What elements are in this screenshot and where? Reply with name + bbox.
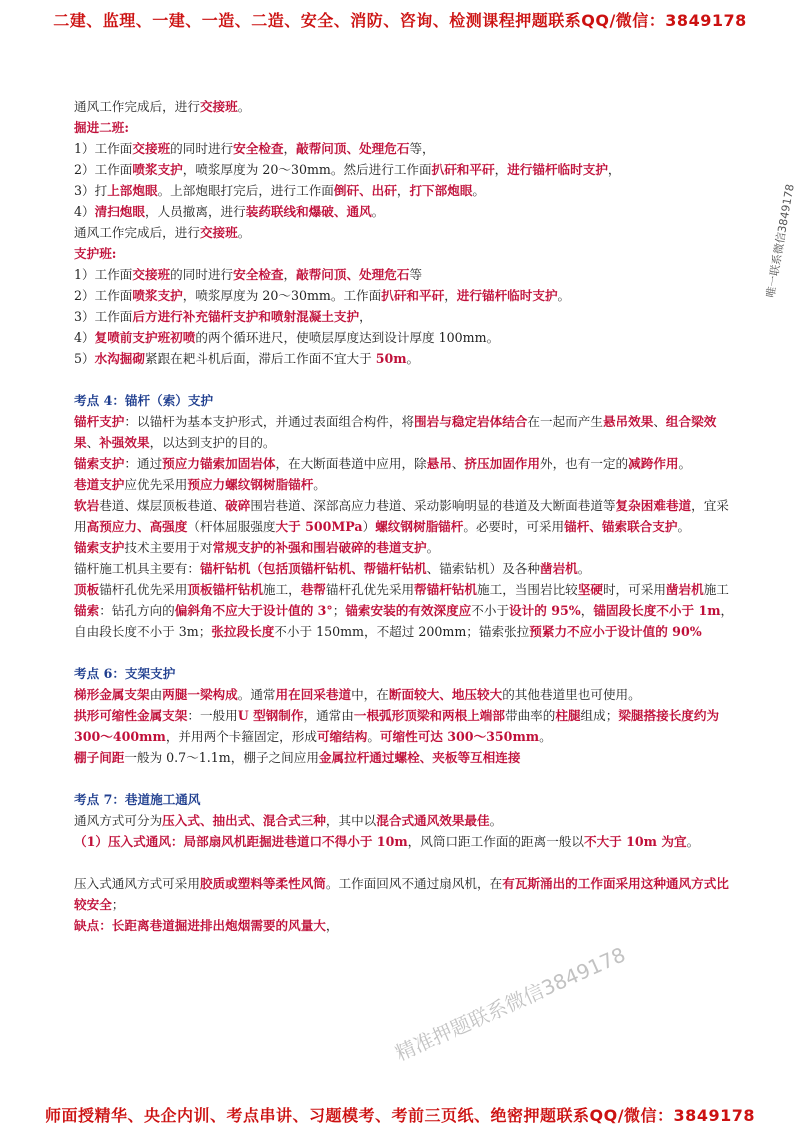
highlight-text: 悬吊效果 — [602, 414, 654, 429]
body-text: ，喷浆厚度为 20～30mm。工作面 — [182, 288, 382, 303]
highlight-text: 敲帮问顶、处理危石 — [296, 267, 410, 282]
side-watermark-text: 唯一联系微信3849178 — [763, 183, 797, 299]
highlight-text: 清扫炮眼 — [94, 204, 145, 219]
highlight-text: 压入式、抽出式、混合式三种 — [162, 813, 326, 828]
body-text: 的同时进行 — [170, 267, 234, 282]
highlight-text: 常规支护的补强和围岩破碎的巷道支护 — [212, 540, 427, 555]
highlight-text: U 型钢制作 — [237, 708, 304, 723]
body-text: 压入式通风方式可采用 — [74, 876, 200, 891]
body-text: ， — [396, 183, 410, 198]
text-line — [74, 663, 739, 684]
highlight-text: 交接班 — [132, 141, 171, 156]
body-text: 5） — [74, 351, 95, 366]
body-text: 4） — [74, 204, 95, 219]
highlight-text: 凿岩机 — [665, 582, 704, 597]
highlight-text: 大于 500MPa — [275, 519, 363, 534]
body-text: ：以锚杆为基本支护形式，并通过表面组合构件，将 — [124, 414, 415, 429]
body-text: 。工作面回风不通过扇风机，在 — [325, 876, 503, 891]
highlight-text: 锚杆钻机（包括顶锚杆钻机、帮锚杆钻机 — [199, 561, 427, 576]
body-text: 。 — [313, 477, 326, 492]
highlight-text: 金属拉杆通过螺栓、夹板等互相连接 — [318, 750, 521, 765]
highlight-text: 组合梁效果 — [74, 414, 717, 450]
highlight-text: 顶板锚杆钻机 — [187, 582, 263, 597]
body-text: ：一般用 — [187, 708, 238, 723]
highlight-text: 坚硬 — [577, 582, 603, 597]
diagonal-watermark — [390, 942, 629, 1066]
highlight-text: 柱腿 — [555, 708, 581, 723]
highlight-text: 胶质或塑料等柔性风筒 — [199, 876, 326, 891]
paragraph-gap — [74, 852, 739, 873]
body-text: ，并用两个卡箍固定，形成 — [165, 729, 317, 744]
text-line — [74, 348, 739, 369]
highlight-text: 断面较大、地压较大 — [388, 687, 503, 702]
body-text: ， — [283, 267, 297, 282]
body-text: 。上部炮眼打完后，进行工作面 — [157, 183, 334, 198]
body-text: 、 — [86, 435, 100, 450]
text-line — [74, 558, 739, 579]
body-text: ， — [283, 141, 297, 156]
text-line — [74, 264, 739, 285]
body-text: 紧跟在耙斗机后面，滞后工作面不宜大于 — [144, 351, 376, 366]
highlight-text: 可缩性可达 300～350mm — [379, 729, 540, 744]
highlight-text: 锚索支护 — [74, 540, 125, 555]
highlight-text: 不大于 10m 为宜 — [583, 834, 687, 849]
highlight-text: 梯形金属支架 — [74, 687, 150, 702]
body-text: 、 — [451, 456, 465, 471]
body-text: 施工，当围岩比较 — [477, 582, 578, 597]
body-text: 在一起而产生 — [527, 414, 603, 429]
highlight-text: 棚子间距 — [74, 750, 125, 765]
highlight-text: 可缩结构 — [316, 729, 368, 744]
highlight-text: 交接班 — [132, 267, 171, 282]
body-text: 、锚索钻机）及各种 — [426, 561, 540, 576]
body-text: 的同时进行 — [170, 141, 234, 156]
body-text: 锚杆施工机具主要有： — [74, 561, 200, 576]
text-line — [74, 138, 739, 159]
highlight-text: 一根弧形顶梁和两根上端部 — [353, 708, 505, 723]
highlight-text: 交接班 — [199, 225, 238, 240]
text-line — [74, 831, 739, 852]
body-text: ， — [494, 162, 508, 177]
body-text: 。 — [686, 834, 700, 849]
section-heading: 考点 7：巷道施工通风 — [74, 792, 201, 807]
body-text: 应优先采用 — [124, 477, 188, 492]
highlight-text: 拱形可缩性金属支架 — [74, 708, 188, 723]
body-text: ，喷浆厚度为 20～30mm。然后进行工作面 — [182, 162, 432, 177]
text-line — [74, 243, 739, 264]
highlight-text: 上部炮眼 — [107, 183, 158, 198]
body-text: 组成； — [580, 708, 619, 723]
highlight-text: 破碎 — [225, 498, 251, 513]
highlight-text: 设计的 95% — [509, 603, 581, 618]
body-text: 2）工作面 — [74, 288, 133, 303]
highlight-text: 两腿一梁构成 — [162, 687, 238, 702]
text-line — [74, 747, 739, 768]
body-text: 锚杆孔优先采用 — [325, 582, 415, 597]
body-text: 不小于 150mm，不超过 200mm；锚索张拉 — [274, 624, 530, 639]
highlight-text: 后方进行补充锚杆支护和喷射混凝土支护 — [132, 309, 360, 324]
highlight-text: 帮锚杆钻机 — [414, 582, 477, 597]
body-text: 。 — [367, 729, 380, 744]
highlight-text: 挤压加固作用 — [464, 456, 540, 471]
highlight-text: 锚固段长度不小于 1m — [593, 603, 721, 618]
highlight-text: 安全检查 — [233, 267, 284, 282]
text-line — [74, 474, 739, 495]
body-text: 巷道、煤层顶板巷道、 — [99, 498, 226, 513]
highlight-text: 锚索支护 — [74, 456, 125, 471]
body-text: 。 — [577, 561, 591, 576]
text-line — [74, 390, 739, 411]
body-text: 。 — [472, 183, 486, 198]
highlight-text: 顶板 — [74, 582, 100, 597]
highlight-text: 凿岩机 — [539, 561, 578, 576]
body-text: 。 — [678, 456, 692, 471]
text-line — [74, 579, 739, 600]
body-text: ，通常由 — [303, 708, 354, 723]
bottom-banner: 师面授精华、央企内训、考点串讲、习题模考、考前三页纸、绝密押题联系QQ/微信：3849178 — [45, 1106, 755, 1125]
body-text: ， — [325, 918, 339, 933]
side-watermark — [762, 183, 797, 299]
body-text: 。通常 — [237, 687, 276, 702]
body-text: 3）打 — [74, 183, 108, 198]
body-text: ，其中以 — [325, 813, 377, 828]
body-text: 3）工作面 — [74, 309, 133, 324]
body-text: 等 — [409, 267, 423, 282]
text-line — [74, 600, 739, 642]
highlight-text: 掘进二班: — [74, 120, 130, 135]
highlight-text: 锚杆支护 — [74, 414, 125, 429]
body-text: 。 — [406, 351, 420, 366]
body-text: 。 — [371, 204, 385, 219]
body-text: ，以达到支护的目的。 — [149, 435, 276, 450]
highlight-text: 敲帮问顶、处理危石 — [296, 141, 410, 156]
body-text: 等， — [409, 141, 435, 156]
body-text: 。 — [426, 540, 440, 555]
body-text: 施工 — [703, 582, 729, 597]
text-line — [74, 453, 739, 474]
highlight-text: 张拉段长度 — [211, 624, 275, 639]
body-text: 一般为 0.7～1.1m，棚子之间应用 — [124, 750, 319, 765]
body-text: 的其他巷道里也可使用。 — [502, 687, 641, 702]
body-text: （杆体屈服强度 — [187, 519, 276, 534]
body-text: 不小于 — [471, 603, 510, 618]
body-text: ，自由段长度不小于 3m； — [74, 603, 734, 639]
body-text: 锚杆孔优先采用 — [99, 582, 188, 597]
text-line — [74, 117, 739, 138]
highlight-text: 螺纹钢树脂锚杆 — [375, 519, 464, 534]
body-text: 、 — [653, 414, 666, 429]
text-line — [74, 915, 739, 936]
highlight-text: 打下部炮眼 — [409, 183, 473, 198]
body-text: ， — [580, 603, 594, 618]
highlight-text: 水沟掘砌 — [94, 351, 145, 366]
highlight-text: 喷浆支护 — [132, 162, 183, 177]
paragraph-gap — [74, 369, 739, 390]
highlight-text: 混合式通风效果最佳 — [376, 813, 490, 828]
text-line — [74, 810, 739, 831]
highlight-text: 进行锚杆临时支护 — [456, 288, 558, 303]
highlight-text: 高预应力、高强度 — [86, 519, 188, 534]
body-text: 通风工作完成后，进行 — [74, 99, 200, 114]
body-text: 。 — [677, 519, 691, 534]
body-text: 。必要时，可采用 — [463, 519, 565, 534]
highlight-text: 巷帮 — [300, 582, 326, 597]
body-text: 。 — [539, 729, 552, 744]
body-text: 通风工作完成后，进行 — [74, 225, 200, 240]
highlight-text: 用在回采巷道 — [275, 687, 352, 702]
text-line — [74, 201, 739, 222]
body-text: ，宜采用 — [74, 498, 729, 534]
text-line — [74, 327, 739, 348]
body-text: 1）工作面 — [74, 141, 133, 156]
text-line — [74, 306, 739, 327]
highlight-text: 安全检查 — [233, 141, 284, 156]
body-text: 1）工作面 — [74, 267, 133, 282]
body-text: 。 — [237, 99, 251, 114]
highlight-text: 预应力锚索加固岩体 — [162, 456, 276, 471]
paragraph-gap — [74, 768, 739, 789]
highlight-text: 进行锚杆临时支护 — [507, 162, 608, 177]
highlight-text: 偏斜角不应大于设计值的 3° — [174, 603, 333, 618]
body-text: 中，在 — [351, 687, 389, 702]
body-text: ，风筒口距工作面的距离一般以 — [407, 834, 584, 849]
body-text: 。 — [237, 225, 251, 240]
body-text: 2）工作面 — [74, 162, 133, 177]
highlight-text: 预紧力不应小于设计值的 90% — [529, 624, 702, 639]
highlight-text: 有瓦斯涌出的工作面采用这种通风方式比较安全 — [74, 876, 729, 912]
body-text: 。 — [489, 813, 503, 828]
body-text: ，人员撤离，进行 — [144, 204, 246, 219]
text-line — [74, 873, 739, 915]
text-line — [74, 285, 739, 306]
highlight-text: 复喷前支护班初喷 — [94, 330, 196, 345]
body-text: ， — [444, 288, 457, 303]
text-line — [74, 411, 739, 453]
body-text: ， — [607, 162, 621, 177]
text-line — [74, 159, 739, 180]
body-text: 外，也有一定的 — [539, 456, 629, 471]
body-text: 施工， — [262, 582, 301, 597]
section-heading: 考点 4：锚杆（索）支护 — [74, 393, 214, 408]
highlight-text: 悬吊 — [426, 456, 452, 471]
highlight-text: 锚索 — [74, 603, 100, 618]
highlight-text: 减跨作用 — [628, 456, 679, 471]
text-line — [74, 96, 739, 117]
highlight-text: 扒矸和平矸 — [431, 162, 495, 177]
highlight-text: 锚杆、锚索联合支护 — [564, 519, 678, 534]
highlight-text: 装药联线和爆破、通风 — [245, 204, 372, 219]
body-text: ：钻孔方向的 — [99, 603, 175, 618]
highlight-text: 预应力螺纹钢树脂锚杆 — [187, 477, 314, 492]
body-text: 技术主要用于对 — [124, 540, 213, 555]
highlight-text: 复杂困难巷道 — [615, 498, 692, 513]
text-line — [74, 705, 739, 747]
diagonal-watermark-text: 精准押题联系微信3849178 — [391, 942, 629, 1066]
body-text: ； — [332, 603, 346, 618]
body-text: 带曲率的 — [504, 708, 556, 723]
body-text: ； — [111, 897, 125, 912]
highlight-text: 围岩与稳定岩体结合 — [414, 414, 528, 429]
body-text: 。 — [557, 288, 571, 303]
highlight-text: 交接班 — [199, 99, 238, 114]
highlight-text: 喷浆支护 — [132, 288, 183, 303]
highlight-text: 缺点：长距离巷道掘进排出炮烟需要的风量大 — [74, 918, 326, 933]
text-line — [74, 684, 739, 705]
highlight-text: 软岩 — [74, 498, 100, 513]
text-line — [74, 789, 739, 810]
paragraph-gap — [74, 642, 739, 663]
body-text: ，在大断面巷道中应用，除 — [275, 456, 427, 471]
document-body — [74, 96, 739, 936]
highlight-text: 梁腿搭接长度约为 300～400mm — [74, 708, 720, 744]
top-banner: 二建、监理、一建、一造、二造、安全、消防、咨询、检测课程押题联系QQ/微信：3849178 — [53, 11, 747, 30]
highlight-text: 锚索安装的有效深度应 — [345, 603, 472, 618]
highlight-text: 50m — [375, 351, 407, 366]
text-line — [74, 222, 739, 243]
highlight-text: （1）压入式通风：局部扇风机距掘进巷道口不得小于 10m — [74, 834, 408, 849]
highlight-text: 支护班: — [74, 246, 117, 261]
body-text: ， — [359, 309, 372, 324]
body-text: 由 — [149, 687, 163, 702]
text-line — [74, 537, 739, 558]
body-text: 4） — [74, 330, 95, 345]
body-text: 通风方式可分为 — [74, 813, 163, 828]
body-text: 围岩巷道、深部高应力巷道、采动影响明显的巷道及大断面巷道等 — [250, 498, 616, 513]
body-text: ：通过 — [124, 456, 163, 471]
text-line — [74, 180, 739, 201]
section-heading: 考点 6：支架支护 — [74, 666, 176, 681]
body-text: 的两个循环进尺，使喷层厚度达到设计厚度 100mm。 — [195, 330, 500, 345]
highlight-text: 扒矸和平矸 — [381, 288, 445, 303]
body-text: 时，可采用 — [602, 582, 666, 597]
highlight-text: 补强效果 — [99, 435, 150, 450]
body-text: ） — [362, 519, 376, 534]
highlight-text: 巷道支护 — [74, 477, 125, 492]
text-line — [74, 495, 739, 537]
highlight-text: 倒矸、出矸 — [333, 183, 397, 198]
